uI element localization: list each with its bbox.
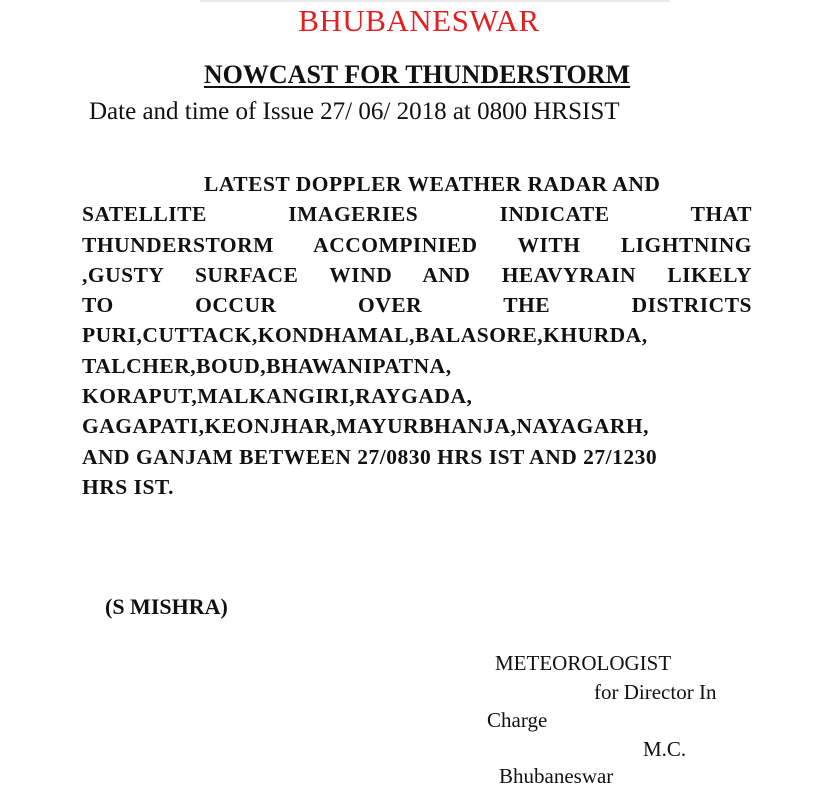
document-heading: NOWCAST FOR THUNDERSTORM: [203, 60, 631, 89]
bulletin-line: SATELLITE IMAGERIES INDICATE THAT: [82, 202, 752, 227]
office-title: BHUBANESWAR: [298, 3, 540, 38]
bulletin-line: TALCHER,BOUD,BHAWANIPATNA,: [82, 353, 452, 378]
signatory-office: M.C.: [643, 737, 687, 761]
signatory-charge: Charge: [487, 708, 548, 732]
cropped-header-fragment: [200, 0, 670, 2]
signatory-for-line: for Director In: [594, 680, 717, 704]
signatory-city: Bhubaneswar: [499, 764, 614, 788]
bulletin-line: TO OCCUR OVER THE DISTRICTS: [82, 293, 752, 318]
bulletin-line: PURI,CUTTACK,KONDHAMAL,BALASORE,KHURDA,: [82, 323, 648, 348]
bulletin-line: ,GUSTY SURFACE WIND AND HEAVYRAIN LIKELY: [82, 262, 752, 287]
bulletin-line: KORAPUT,MALKANGIRI,RAYGADA,: [82, 384, 473, 409]
signatory-name: (S MISHRA): [105, 594, 228, 619]
bulletin-line: HRS IST.: [82, 474, 175, 499]
bulletin-line: GAGAPATI,KEONJHAR,MAYURBHANJA,NAYAGARH,: [82, 414, 649, 439]
issue-date-time: Date and time of Issue 27/ 06/ 2018 at 0800 HRSIST: [89, 98, 620, 125]
bulletin-body: [82, 169, 752, 502]
bulletin-line: AND GANJAM BETWEEN 27/0830 HRS IST AND 27/1230: [82, 444, 658, 469]
signatory-designation: METEOROLOGIST: [495, 651, 672, 675]
bulletin-line: THUNDERSTORM ACCOMPINIED WITH LIGHTNING: [82, 232, 752, 257]
bulletin-line: LATEST DOPPLER WEATHER RADAR AND: [204, 172, 661, 196]
